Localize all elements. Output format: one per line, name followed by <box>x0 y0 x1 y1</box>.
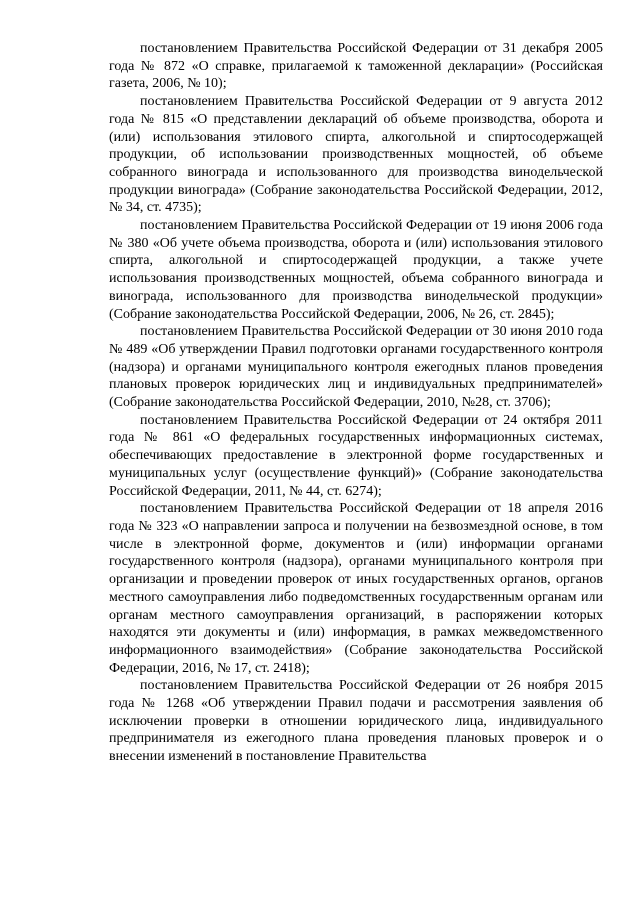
paragraph-decree-1268: постановлением Правительства Российской Федерации от 26 ноября 2015 года № 1268 «Об утверждении Правил подачи и рассмотрения заявления об исключении проверки в отношении юридического лица, индивидуального предпринимателя из ежегодного плана проведения плановых проверок и о внесении изменений в постановление Правительства <box>109 678 603 765</box>
document-page <box>109 40 603 766</box>
paragraph-decree-489: постановлением Правительства Российской Федерации от 30 июня 2010 года № 489 «Об утверждении Правил подготовки органами государственного контроля (надзора) и органами муниципального контроля ежегодных планов проведения плановых проверок юридических лиц и индивидуальных предпринимателей» (Собрание законодательства Российской Федерации, 2010, №28, ст. 3706); <box>109 324 603 411</box>
paragraph-decree-872: постановлением Правительства Российской Федерации от 31 декабря 2005 года № 872 «О справке, прилагаемой к таможенной декларации» (Российская газета, 2006, № 10); <box>109 41 603 92</box>
paragraph-decree-861: постановлением Правительства Российской Федерации от 24 октября 2011 года № 861 «О федеральных государственных информационных системах, обеспечивающих предоставление в электронной форме государственных и муниципальных услуг (осуществление функций)» (Собрание законодательства Российской Федерации, 2011, № 44, ст. 6274); <box>109 412 603 499</box>
paragraph-decree-380: постановлением Правительства Российской Федерации от 19 июня 2006 года № 380 «Об учете объема производства, оборота и (или) использования этилового спирта, алкогольной и спиртосодержащей продукции, а также учете использования производственных мощностей, объема собранного винограда и винограда, использованного для производства винодельческой продукции» (Собрание законодательства Российской Федерации, 2006, № 26, ст. 2845); <box>109 218 603 322</box>
paragraph-decree-323: постановлением Правительства Российской Федерации от 18 апреля 2016 года № 323 «О направлении запроса и получении на безвозмездной основе, в том числе в электронной форме, документов и (или) информации органами государственного контроля (надзора), органами муниципального контроля при организации и проведении проверок от иных государственных органов, органов местного самоуправления либо подведомственных государственным органам или органам местного самоуправления организаций, в распоряжении которых находятся эти документы и (или) информация, в рамках межведомственного информационного взаимодействия» (Собрание законодательства Российской Федерации, 2016, № 17, ст. 2418); <box>109 501 603 676</box>
paragraph-decree-815: постановлением Правительства Российской Федерации от 9 августа 2012 года № 815 «О представлении деклараций об объеме производства, оборота и (или) использования этилового спирта, алкогольной и спиртосодержащей продукции, об использовании производственных мощностей, об объеме собранного винограда и использованного для производства винодельческой продукции винограда» (Собрание законодательства Российской Федерации, 2012, № 34, ст. 4735); <box>109 94 603 216</box>
